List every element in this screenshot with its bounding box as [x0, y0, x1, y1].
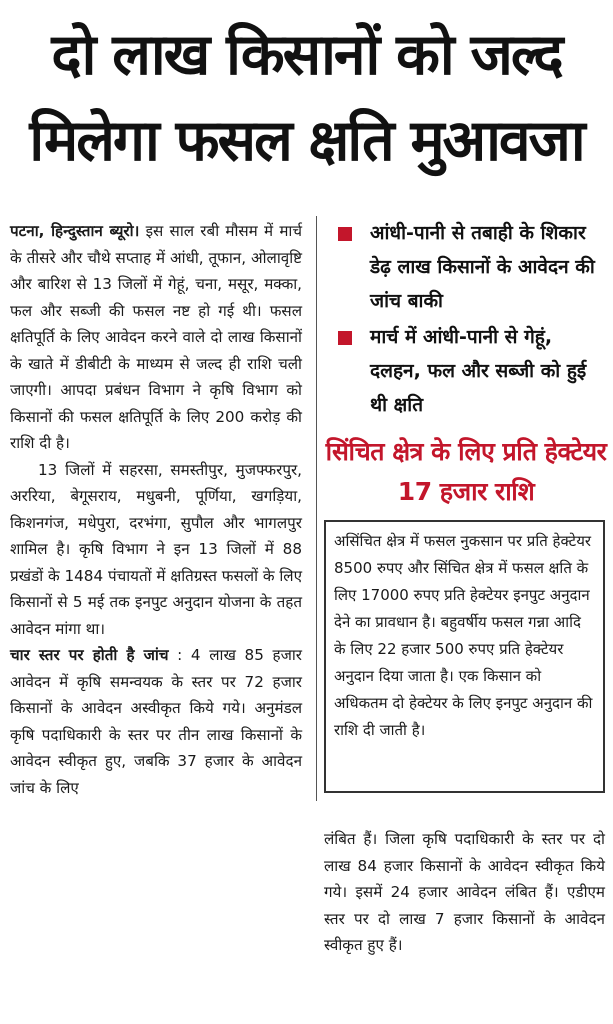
headline-line-1: दो लाख किसानों को जल्द — [51, 22, 562, 88]
paragraph-3-text: : 4 लाख 85 हजार आवेदन में कृषि समन्वयक के स्तर पर 72 हजार किसानों के आवेदन अस्वीकृत किये गये। अनुमंडल कृषि पदाधिकारी के स्तर पर तीन लाख किसानों के आवेदन स्वीकृत हुए, जबकि 37 हजार के आवेदन जांच के लिए — [10, 646, 302, 797]
paragraph-2: 13 जिलों में सहरसा, समस्तीपुर, मुजफ्फरपुर, अररिया, बेगूसराय, मधुबनी, पूर्णिया, खगड़िया, किशनगंज, मधेपुरा, दरभंगा, सुपौल और भागलपुर शामिल है। कृषि विभाग ने इन 13 जिलों में 88 प्रखंडों के 1484 पंचायतों में क्षतिग्रस्त फसलों के लिए किसानों से 5 मई तक इनपुट अनुदान योजना के तहत आवेदन मांगा था। — [10, 460, 302, 638]
info-box-text: असिंचित क्षेत्र में फसल नुकसान पर प्रति हेक्टेयर 8500 रुपए और सिंचित क्षेत्र में फसल क्षति के लिए 17000 रुपए प्रति हेक्टेयर इनपुट अनुदान देने का प्रावधान है। बहुवर्षीय फसल गन्ना आदि के लिए 22 हजार 500 रुपए प्रति हेक्टेयर अनुदान दिया जाता है। एक किसान को अधिकतम दो हेक्टेयर के लिए इनपुट अनुदान की राशि दी जाती है। — [334, 532, 593, 739]
paragraph-3 — [10, 642, 302, 801]
right-column-continuation: लंबित हैं। जिला कृषि पदाधिकारी के स्तर पर दो लाख 84 हजार किसानों के आवेदन स्वीकृत किये गये। इसमें 24 हजार आवेदन लंबित हैं। एडीएम स्तर पर दो लाख 7 हजार किसानों के आवेदन स्वीकृत हुए हैं। — [324, 830, 605, 954]
square-bullet-icon — [338, 331, 352, 345]
square-bullet-icon — [338, 227, 352, 241]
highlight-item — [336, 216, 606, 318]
paragraph-1-text: इस साल रबी मौसम में मार्च के तीसरे और चौथे सप्ताह में आंधी, तूफान, ओलावृष्टि और बारिश से 13 जिलों में गेहूं, चना, मसूर, मक्का, फल और सब्जी की फसल नष्ट हो गई थी। फसल क्षतिपूर्ति के लिए आवेदन करने वाले दो लाख किसानों के खाते में डीबीटी के माध्यम से जल्द ही राशि चली जाएगी। आपदा प्रबंधन विभाग ने कृषि विभाग को किसानों की फसल क्षतिपूर्ति के लिए 200 करोड़ की राशि दी है। — [10, 222, 302, 452]
column-divider — [316, 216, 317, 801]
dateline: पटना, हिन्दुस्तान ब्यूरो। — [10, 222, 140, 240]
left-column — [10, 218, 302, 801]
highlight-item — [336, 320, 606, 422]
sidebar-title: सिंचित क्षेत्र के लिए प्रति हेक्टेयर 17 हजार राशि — [325, 437, 607, 506]
subhead-jaanch: चार स्तर पर होती है जांच — [10, 646, 169, 664]
highlight-text: मार्च में आंधी-पानी से गेहूं, दलहन, फल और सब्जी को हुई थी क्षति — [370, 326, 587, 416]
info-box — [324, 520, 605, 793]
highlight-list — [336, 216, 606, 424]
paragraph-1 — [10, 218, 302, 457]
headline-line-2: मिलेगा फसल क्षति मुआवजा — [29, 108, 584, 174]
highlight-text: आंधी-पानी से तबाही के शिकार डेढ़ लाख किसानों के आवेदन की जांच बाकी — [370, 222, 595, 312]
